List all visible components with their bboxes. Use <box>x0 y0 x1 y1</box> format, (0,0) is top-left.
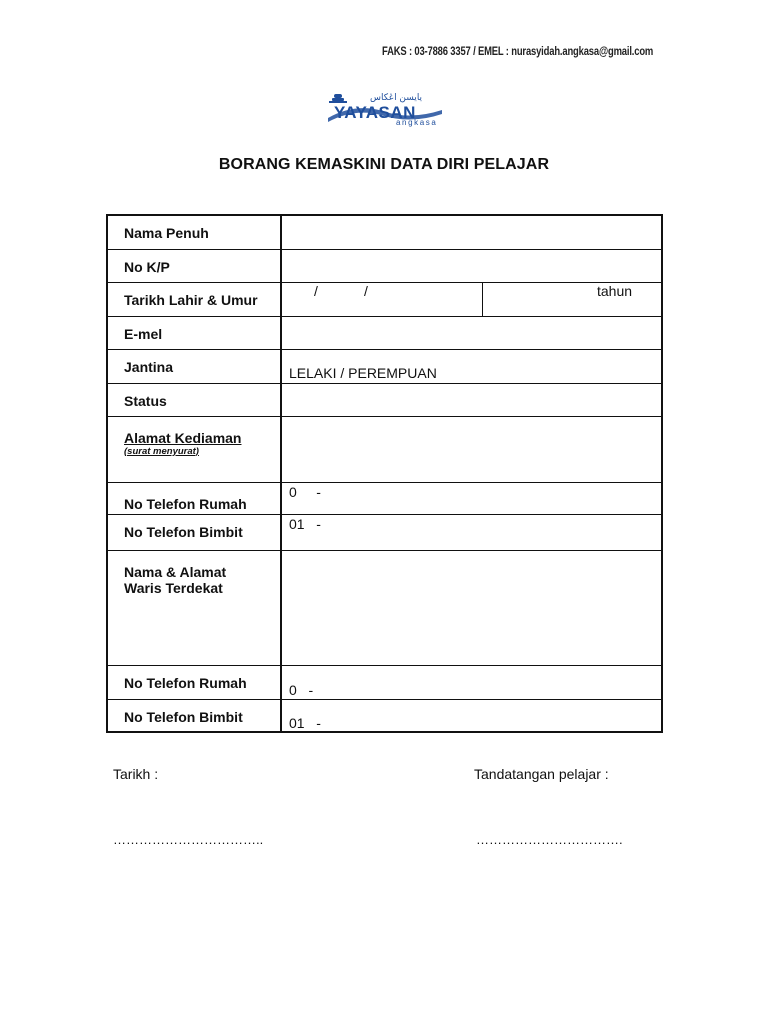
label-tel-rumah: No Telefon Rumah <box>124 495 247 512</box>
student-data-form <box>106 214 663 733</box>
dob-slash-2: / <box>364 282 368 299</box>
logo-main-text: YAYASAN <box>334 103 416 122</box>
label-alamat: Alamat Kediaman <box>124 429 242 446</box>
tandatangan-label: Tandatangan pelajar : <box>474 766 609 782</box>
label-waris-tel-rumah: No Telefon Rumah <box>124 674 247 691</box>
row-waris-tel-rumah <box>107 665 662 699</box>
tel-rumah-prefix: 0 - <box>289 483 321 500</box>
label-waris-line2: Waris Terdekat <box>124 579 223 596</box>
label-nama-penuh: Nama Penuh <box>124 225 209 241</box>
label-waris-line1: Nama & Alamat <box>124 563 227 580</box>
row-emel <box>107 316 662 349</box>
umur-suffix: tahun <box>597 282 633 299</box>
field-tel-bimbit[interactable] <box>281 514 662 550</box>
tarikh-signature-line[interactable]: …………………………….. <box>113 832 264 847</box>
field-status[interactable] <box>281 383 662 416</box>
label-tarikh-lahir: Tarikh Lahir & Umur <box>124 291 258 308</box>
row-tarikh-lahir <box>107 282 662 316</box>
field-waris-tel-rumah[interactable] <box>281 665 662 699</box>
label-no-kp: No K/P <box>124 258 170 275</box>
field-alamat[interactable] <box>281 416 662 482</box>
field-waris[interactable] <box>281 550 662 665</box>
row-tel-rumah <box>107 482 662 514</box>
label-emel: E-mel <box>124 325 163 342</box>
logo-arabic-text: يايسن اڠكاس <box>370 93 423 103</box>
label-jantina: Jantina <box>124 358 174 375</box>
row-nama-penuh <box>107 215 662 249</box>
field-jantina[interactable] <box>281 349 662 383</box>
logo-graphic <box>326 88 444 128</box>
page-title: BORANG KEMASKINI DATA DIRI PELAJAR <box>218 156 550 173</box>
waris-tel-rumah-prefix: 0 - <box>289 681 314 698</box>
dob-slash-1: / <box>314 282 318 299</box>
label-status: Status <box>124 392 167 409</box>
field-nama-penuh[interactable] <box>281 215 662 249</box>
label-tel-bimbit: No Telefon Bimbit <box>124 523 243 540</box>
dob-age-divider <box>482 283 483 316</box>
field-tarikh-lahir[interactable] <box>281 282 662 316</box>
row-no-kp <box>107 249 662 282</box>
field-no-kp[interactable] <box>281 249 662 282</box>
field-waris-tel-bimbit[interactable] <box>281 699 662 732</box>
field-tel-rumah[interactable] <box>281 482 662 514</box>
jantina-options: LELAKI / PEREMPUAN <box>289 364 437 381</box>
contact-line: FAKS : 03-7886 3357 / EMEL : nurasyidah.angkasa@gmail.com <box>382 46 654 58</box>
tel-bimbit-prefix: 01 - <box>289 515 321 532</box>
waris-tel-bimbit-prefix: 01 - <box>289 714 321 731</box>
row-jantina <box>107 349 662 383</box>
yayasan-angkasa-logo <box>326 88 444 128</box>
tarikh-label: Tarikh : <box>113 766 159 782</box>
row-tel-bimbit <box>107 514 662 550</box>
row-waris <box>107 550 662 665</box>
row-waris-tel-bimbit <box>107 699 662 732</box>
tandatangan-signature-line[interactable]: ……………………………. <box>476 832 623 847</box>
logo-sub-text: angkasa <box>396 118 438 127</box>
row-alamat <box>107 416 662 482</box>
row-status <box>107 383 662 416</box>
label-alamat-note: (surat menyurat) <box>124 445 199 457</box>
label-waris-tel-bimbit: No Telefon Bimbit <box>124 708 243 725</box>
field-emel[interactable] <box>281 316 662 349</box>
